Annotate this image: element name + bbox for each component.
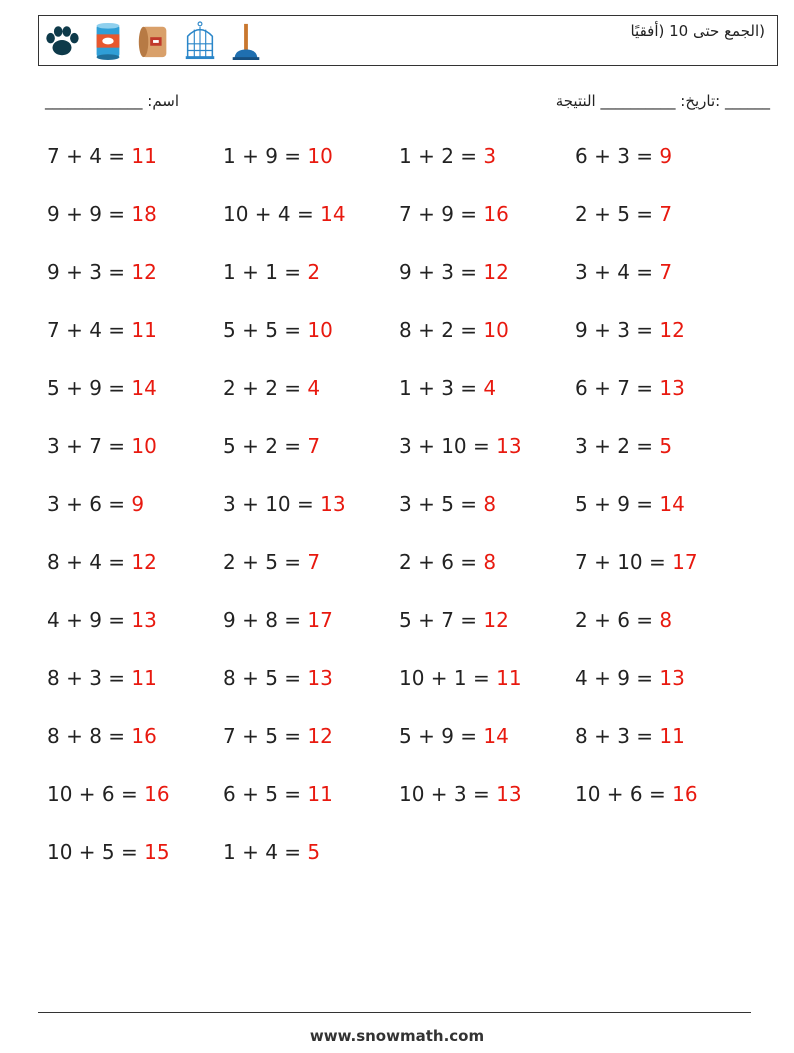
problem-answer: 13 xyxy=(659,376,685,400)
problem-answer: 11 xyxy=(659,724,685,748)
problem-answer: 12 xyxy=(483,608,509,632)
problem-question: 8 + 3 = xyxy=(47,666,132,690)
problem-answer: 8 xyxy=(659,608,673,632)
problem-answer: 5 xyxy=(659,434,673,458)
problem-answer: 9 xyxy=(131,492,145,516)
problem-question: 7 + 9 = xyxy=(399,202,484,226)
problem-question: 8 + 8 = xyxy=(47,724,132,748)
problem-question: 10 + 1 = xyxy=(399,666,497,690)
problem-question: 8 + 2 = xyxy=(399,318,484,342)
problem-cell xyxy=(223,782,399,840)
birdcage-icon xyxy=(181,20,219,62)
problem-answer: 7 xyxy=(307,434,321,458)
problem-answer: 9 xyxy=(659,144,673,168)
problem-answer: 16 xyxy=(144,782,170,806)
problem-cell xyxy=(399,144,575,202)
problem-row xyxy=(47,724,752,782)
problem-question: 10 + 5 = xyxy=(47,840,145,864)
problem-question: 1 + 3 = xyxy=(399,376,484,400)
problem-row xyxy=(47,550,752,608)
problem-answer: 11 xyxy=(131,666,157,690)
problem-cell xyxy=(223,434,399,492)
problem-cell xyxy=(575,202,751,260)
problem-answer: 4 xyxy=(307,376,321,400)
problem-answer: 11 xyxy=(131,318,157,342)
problem-cell xyxy=(47,318,223,376)
problem-question: 2 + 2 = xyxy=(223,376,308,400)
problem-question: 5 + 7 = xyxy=(399,608,484,632)
problem-answer: 14 xyxy=(320,202,346,226)
problem-answer: 5 xyxy=(307,840,321,864)
problem-answer: 17 xyxy=(672,550,698,574)
info-row xyxy=(45,92,770,116)
problem-cell xyxy=(47,782,223,840)
tape-roll-icon xyxy=(135,20,173,62)
problem-question: 9 + 3 = xyxy=(47,260,132,284)
problem-answer: 3 xyxy=(483,144,497,168)
problem-answer: 17 xyxy=(307,608,333,632)
problem-row xyxy=(47,202,752,260)
problem-answer: 8 xyxy=(483,550,497,574)
problem-answer: 12 xyxy=(659,318,685,342)
problem-answer: 2 xyxy=(307,260,321,284)
problem-question: 3 + 10 = xyxy=(223,492,321,516)
problem-answer: 7 xyxy=(659,202,673,226)
problem-answer: 11 xyxy=(496,666,522,690)
problem-cell xyxy=(399,782,575,840)
problem-answer: 12 xyxy=(131,550,157,574)
problem-answer: 13 xyxy=(659,666,685,690)
problem-answer: 4 xyxy=(483,376,497,400)
problem-question: 7 + 5 = xyxy=(223,724,308,748)
tin-can-icon xyxy=(89,20,127,62)
problem-answer: 14 xyxy=(483,724,509,748)
problem-cell xyxy=(575,434,751,492)
problem-cell xyxy=(575,782,751,840)
problem-question: 2 + 6 = xyxy=(399,550,484,574)
problem-answer: 12 xyxy=(483,260,509,284)
problem-answer: 15 xyxy=(144,840,170,864)
problem-cell xyxy=(47,260,223,318)
problem-cell xyxy=(399,318,575,376)
problem-question: 5 + 9 = xyxy=(399,724,484,748)
problem-cell xyxy=(399,202,575,260)
problem-question: 9 + 3 = xyxy=(575,318,660,342)
problem-question: 6 + 7 = xyxy=(575,376,660,400)
problem-question: 7 + 4 = xyxy=(47,318,132,342)
problem-cell xyxy=(223,376,399,434)
problem-question: 10 + 6 = xyxy=(47,782,145,806)
problem-answer: 7 xyxy=(307,550,321,574)
problem-cell xyxy=(47,376,223,434)
problem-row xyxy=(47,260,752,318)
problem-cell xyxy=(223,492,399,550)
problem-question: 10 + 4 = xyxy=(223,202,321,226)
problem-answer: 8 xyxy=(483,492,497,516)
problem-cell xyxy=(399,260,575,318)
problem-cell xyxy=(399,724,575,782)
problem-answer: 10 xyxy=(307,144,333,168)
problem-question: 5 + 5 = xyxy=(223,318,308,342)
problem-row xyxy=(47,840,752,898)
problem-cell xyxy=(223,724,399,782)
problem-row xyxy=(47,782,752,840)
problem-cell xyxy=(47,724,223,782)
problem-answer: 11 xyxy=(307,782,333,806)
problem-question: 4 + 9 = xyxy=(575,666,660,690)
problem-cell xyxy=(47,550,223,608)
problem-answer: 13 xyxy=(320,492,346,516)
problem-answer: 13 xyxy=(131,608,157,632)
problem-answer: 18 xyxy=(131,202,157,226)
problem-question: 1 + 9 = xyxy=(223,144,308,168)
problem-cell xyxy=(47,492,223,550)
footer-url: www.snowmath.com xyxy=(309,1027,485,1045)
problem-question: 1 + 2 = xyxy=(399,144,484,168)
problem-question: 1 + 1 = xyxy=(223,260,308,284)
problem-cell xyxy=(399,550,575,608)
date-score-field: ______ :تاريخ: __________ النتيجة xyxy=(555,92,770,110)
problem-cell xyxy=(575,724,751,782)
problem-cell xyxy=(47,840,223,898)
problem-cell xyxy=(47,144,223,202)
problem-row xyxy=(47,608,752,666)
problem-answer: 14 xyxy=(131,376,157,400)
problem-question: 5 + 9 = xyxy=(575,492,660,516)
problem-cell xyxy=(223,840,399,898)
problem-cell xyxy=(399,608,575,666)
problem-question: 2 + 5 = xyxy=(223,550,308,574)
problem-cell xyxy=(223,608,399,666)
problem-question: 3 + 2 = xyxy=(575,434,660,458)
problem-question: 5 + 2 = xyxy=(223,434,308,458)
problem-cell xyxy=(399,492,575,550)
problem-cell xyxy=(223,318,399,376)
problem-question: 8 + 5 = xyxy=(223,666,308,690)
problem-cell xyxy=(223,260,399,318)
problem-answer: 11 xyxy=(131,144,157,168)
problem-question: 9 + 8 = xyxy=(223,608,308,632)
problem-question: 9 + 9 = xyxy=(47,202,132,226)
problem-row xyxy=(47,376,752,434)
problem-answer: 13 xyxy=(496,782,522,806)
problem-cell xyxy=(47,666,223,724)
problem-cell xyxy=(47,202,223,260)
problem-cell xyxy=(399,434,575,492)
problem-cell xyxy=(575,260,751,318)
problem-cell xyxy=(399,666,575,724)
problem-question: 3 + 10 = xyxy=(399,434,497,458)
problem-question: 10 + 6 = xyxy=(575,782,673,806)
problem-question: 3 + 4 = xyxy=(575,260,660,284)
problem-cell xyxy=(399,376,575,434)
problem-question: 7 + 4 = xyxy=(47,144,132,168)
problem-question: 3 + 6 = xyxy=(47,492,132,516)
problem-answer: 12 xyxy=(307,724,333,748)
problem-cell xyxy=(223,550,399,608)
problem-cell xyxy=(223,144,399,202)
problem-answer: 16 xyxy=(672,782,698,806)
problem-answer: 16 xyxy=(483,202,509,226)
problem-cell xyxy=(223,202,399,260)
header-icons xyxy=(43,20,265,62)
problem-cell xyxy=(47,608,223,666)
problem-cell xyxy=(575,144,751,202)
problem-question: 2 + 5 = xyxy=(575,202,660,226)
paw-icon xyxy=(43,20,81,62)
problem-question: 6 + 5 = xyxy=(223,782,308,806)
problem-grid xyxy=(47,144,752,898)
problem-answer: 10 xyxy=(307,318,333,342)
problem-cell xyxy=(223,666,399,724)
problem-question: 4 + 9 = xyxy=(47,608,132,632)
problem-row xyxy=(47,434,752,492)
problem-question: 3 + 5 = xyxy=(399,492,484,516)
problem-answer: 12 xyxy=(131,260,157,284)
problem-answer: 10 xyxy=(483,318,509,342)
problem-question: 3 + 7 = xyxy=(47,434,132,458)
worksheet-title: (الجمع حتى 10 (أفقيًا xyxy=(630,22,765,40)
problem-cell xyxy=(47,434,223,492)
problem-row xyxy=(47,666,752,724)
problem-cell xyxy=(575,492,751,550)
problem-question: 10 + 3 = xyxy=(399,782,497,806)
problem-question: 5 + 9 = xyxy=(47,376,132,400)
problem-question: 2 + 6 = xyxy=(575,608,660,632)
name-field: اسم: _____________ xyxy=(45,92,180,110)
problem-question: 6 + 3 = xyxy=(575,144,660,168)
footer-divider xyxy=(38,1012,751,1013)
problem-row xyxy=(47,144,752,202)
worksheet-header xyxy=(38,15,778,66)
problem-question: 7 + 10 = xyxy=(575,550,673,574)
problem-row xyxy=(47,492,752,550)
problem-question: 1 + 4 = xyxy=(223,840,308,864)
problem-answer: 16 xyxy=(131,724,157,748)
problem-cell xyxy=(575,318,751,376)
problem-answer: 13 xyxy=(307,666,333,690)
problem-cell xyxy=(575,608,751,666)
problem-question: 8 + 3 = xyxy=(575,724,660,748)
problem-answer: 13 xyxy=(496,434,522,458)
plunger-icon xyxy=(227,20,265,62)
problem-cell xyxy=(575,666,751,724)
problem-answer: 7 xyxy=(659,260,673,284)
problem-row xyxy=(47,318,752,376)
problem-answer: 10 xyxy=(131,434,157,458)
problem-cell xyxy=(575,376,751,434)
problem-question: 9 + 3 = xyxy=(399,260,484,284)
problem-answer: 14 xyxy=(659,492,685,516)
problem-cell xyxy=(575,550,751,608)
problem-question: 8 + 4 = xyxy=(47,550,132,574)
